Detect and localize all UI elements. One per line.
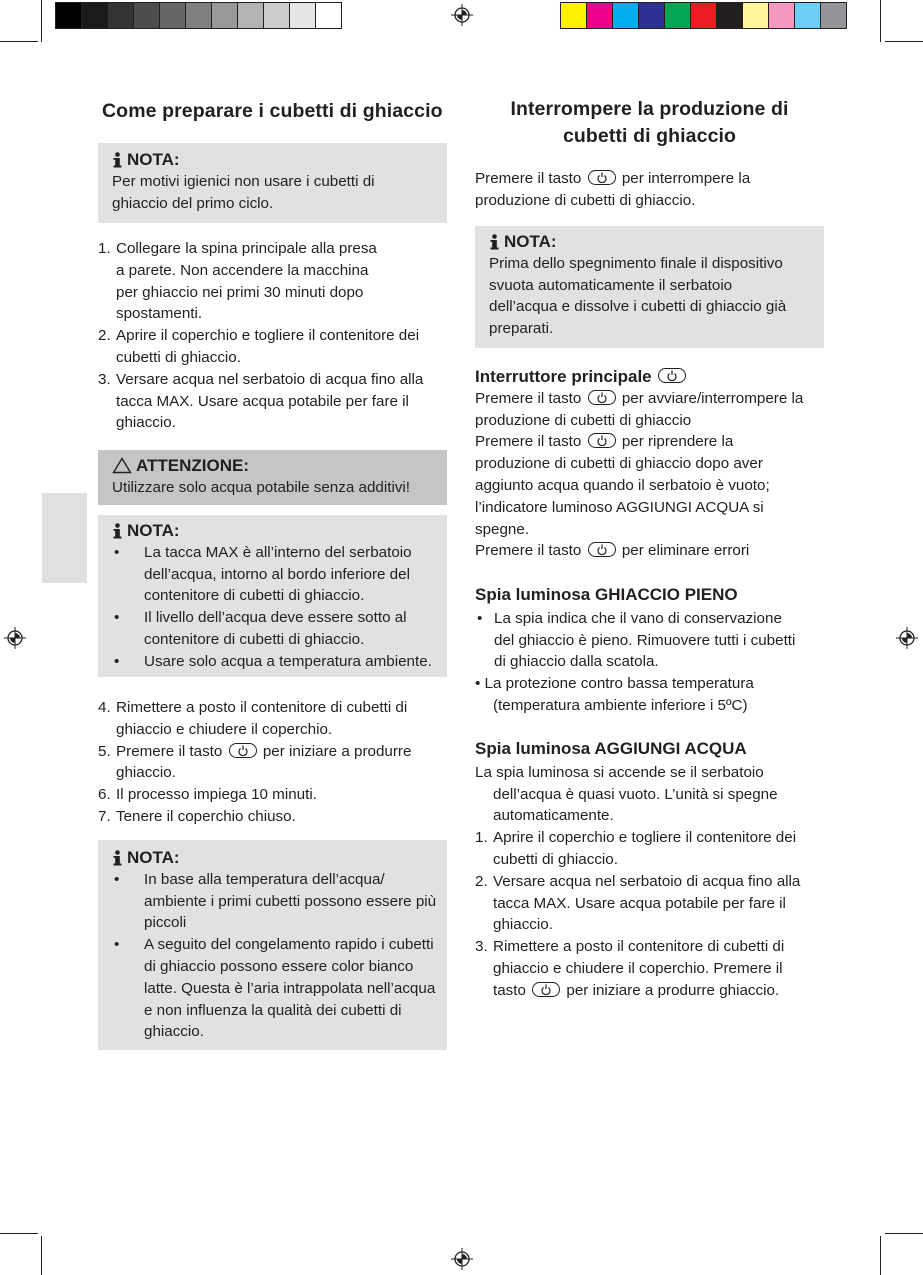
main-switch-heading: Interruttore principale [475,366,803,388]
list-item: 3. Rimettere a posto il contenitore di cubetti di ghiaccio e chiudere il coperchio. Premere il tasto per iniziare a produrre ghiaccio. [475,938,785,999]
list-item: 2. Versare acqua nel serbatoio di acqua fino alla tacca MAX. Usare acqua potabile per fare il ghiaccio. [475,872,801,934]
note-header [489,231,786,253]
color-swatch [586,2,613,29]
color-swatch [820,2,847,29]
color-swatch [690,2,717,29]
list-item: 2. Aprire il coperchio e togliere il contenitore dei cubetti di ghiaccio. [98,327,420,366]
note-text: Per motivi igienici non usare i cubetti di [112,172,375,190]
color-swatch [768,2,795,29]
note-header [112,520,432,542]
section-title-make-ice: Come preparare i cubetti di ghiaccio [102,100,443,122]
list-item: 4. Rimettere a posto il contenitore di cubetti di ghiaccio e chiudere il coperchio. [98,699,408,738]
note-header [112,847,436,869]
steps-list-b [98,697,411,828]
list-item: 3. Versare acqua nel serbatoio di acqua fino alla tacca MAX. Usare acqua potabile per fare il ghiaccio. [98,370,424,432]
info-icon [489,234,500,250]
info-icon [112,152,123,168]
gray-color-bar [55,2,341,29]
color-swatch [315,2,342,29]
list-item: 1. Collegare la spina principale alla presa a parete. Non accendere la macchina per ghiaccio nei primi 30 minuti dopo spostamenti. [98,240,377,323]
color-swatch [742,2,769,29]
ice-full-heading: Spia luminosa GHIACCIO PIENO [475,585,738,604]
color-swatch [107,2,134,29]
warning-box [98,450,447,505]
color-swatch [638,2,665,29]
warning-title: ATTENZIONE: [136,456,250,475]
list-item: • In base alla temperatura dell’acqua/ ambiente i primi cubetti possono essere più piccoli [114,870,437,932]
note-title: NOTA: [127,521,180,540]
info-icon [112,850,123,866]
power-button-icon [588,390,616,405]
note-header [112,149,375,171]
list-item: 5. Premere il tasto per iniziare a produrre ghiaccio. [98,742,412,782]
power-button-icon [532,982,560,997]
color-swatch [55,2,82,29]
note-box-2 [98,515,447,677]
power-button-icon [229,743,257,758]
color-swatch [159,2,186,29]
registration-mark-icon [451,4,473,26]
warning-header [112,455,410,477]
color-swatch [794,2,821,29]
section-title-stop: Interrompere la produzione di cubetti di ghiaccio [510,98,789,147]
color-swatch [664,2,691,29]
list-item: • A seguito del congelamento rapido i cubetti di ghiaccio possono essere color bianco latte. Questa è l’aria intrappolata nell’acqua e non influenza la qualità dei cubetti di ghiaccio. [114,936,436,1041]
registration-mark-icon [4,627,26,649]
warning-text: Utilizzare solo acqua potabile senza additivi! [112,478,411,496]
note-box-3 [98,840,447,1050]
color-swatch [289,2,316,29]
main-switch-section: Interruttore principale Premere il tasto per avviare/interrompere la produzione di cubetti di ghiaccio Premere il tasto per riprendere la produzione di cubetti di ghiaccio dopo aver aggiunto acqua quando il serbatoio è vuoto; l’indicatore luminoso AGGIUNGI ACQUA si spegne. Premere il tasto per eliminare errori [475,367,804,560]
registration-mark-icon [896,627,918,649]
add-water-section: Spia luminosa AGGIUNGI ACQUA La spia luminosa si accende se il serbatoio dell’acqua è quasi vuoto. L’unità si spegne automaticamente. 1. Aprire il coperchio e togliere il contenitore dei cubetti di ghiaccio. 2. Versare acqua nel serbatoio di acqua fino alla tacca MAX. Usare acqua potabile per fare il ghiaccio. 3. Rimettere a posto il contenitore di cubetti di ghiaccio e chiudere il coperchio. Premere il tasto per iniziare a produrre ghiaccio. [475,738,800,1002]
color-swatch [133,2,160,29]
color-swatch [185,2,212,29]
cmyk-color-bar [560,2,846,29]
stop-intro: Premere il tasto per interrompere la produzione di cubetti di ghiaccio. [475,170,751,209]
registration-mark-icon [451,1248,473,1270]
list-item: • Usare solo acqua a temperatura ambiente. [114,652,432,670]
list-item: • Il livello dell’acqua deve essere sotto al contenitore di cubetti di ghiaccio. [114,609,407,648]
add-water-heading: Spia luminosa AGGIUNGI ACQUA [475,739,747,758]
side-tab [42,493,87,583]
note-text: ghiaccio del primo ciclo. [112,194,274,212]
color-swatch [612,2,639,29]
note-box-right: NOTA: Prima dello spegnimento finale il dispositivo svuota automaticamente il serbatoio dell’acqua e dissolve i cubetti di ghiaccio già preparati. [475,226,824,348]
note-box-1 [98,143,447,223]
color-swatch [81,2,108,29]
color-swatch [560,2,587,29]
note-title: NOTA: [127,848,180,867]
note-title: NOTA: [504,232,557,251]
color-swatch [211,2,238,29]
list-item: 6. Il processo impiega 10 minuti. [98,786,317,804]
power-button-icon [588,542,616,557]
color-swatch [237,2,264,29]
power-button-icon [588,433,616,448]
color-swatch [716,2,743,29]
list-item: • La tacca MAX è all’interno del serbatoio dell’acqua, intorno al bordo inferiore del contenitore di cubetti di ghiaccio. [114,543,412,605]
color-swatch [263,2,290,29]
warning-triangle-icon [112,457,132,474]
steps-list-a [98,238,423,434]
note-title: NOTA: [127,150,180,169]
list-item: 7. Tenere il coperchio chiuso. [98,807,296,825]
power-button-icon [658,368,686,383]
list-item: 1. Aprire il coperchio e togliere il contenitore dei cubetti di ghiaccio. [475,829,797,868]
info-icon [112,523,123,539]
list-item: • La spia indica che il vano di conservazione del ghiaccio è pieno. Rimuovere tutti i cubetti di ghiaccio dalla scatola. [477,609,796,671]
ice-full-section: Spia luminosa GHIACCIO PIENO • La spia indica che il vano di conservazione del ghiaccio è pieno. Rimuovere tutti i cubetti di ghiaccio dalla scatola. • La protezione contro bassa temperatura (temperatura ambiente inferiore i 5ºC) [475,585,796,714]
power-button-icon [588,170,616,185]
ice-full-extra: • La protezione contro bassa temperatura [475,675,754,693]
